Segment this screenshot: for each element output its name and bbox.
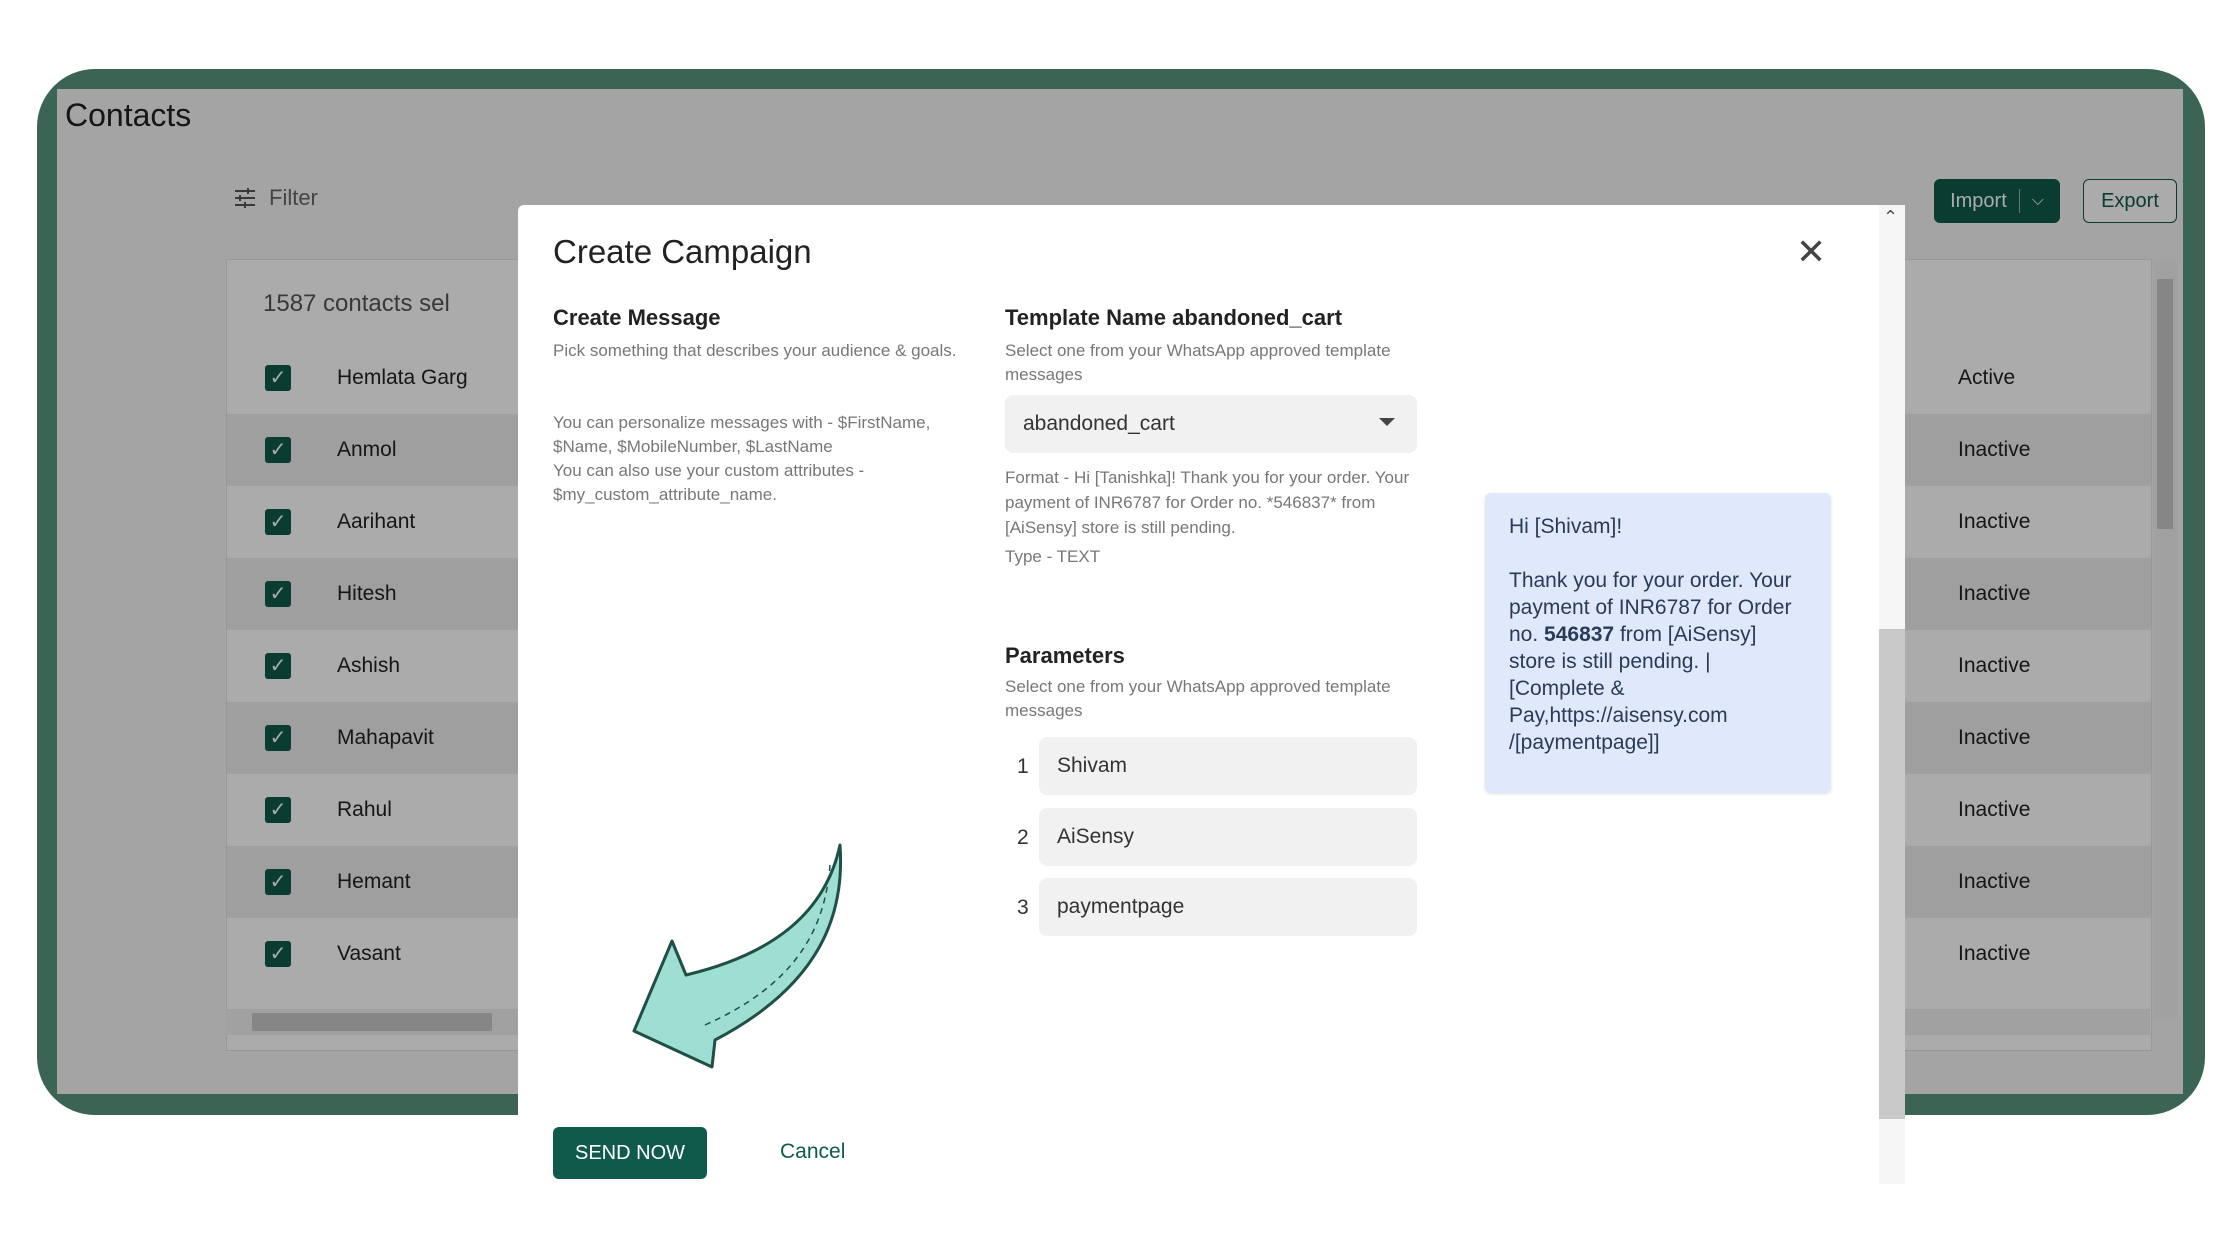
chevron-up-icon[interactable]: ⌃ [1883, 207, 1899, 227]
contact-status: Inactive [1958, 798, 2031, 821]
message-preview [1485, 493, 1831, 793]
create-message-description: Pick something that describes your audience & goals. [553, 341, 957, 360]
send-now-button[interactable]: SEND NOW [553, 1127, 707, 1179]
template-description: Select one from your WhatsApp approved template messages [1005, 341, 1391, 384]
modal-title: Create Campaign [553, 233, 812, 270]
parameter-index: 1 [1017, 755, 1029, 778]
parameter-value: Shivam [1057, 754, 1128, 777]
preview-body-end: from [AiSensy] store is still pending. | [Complete & Pay,https://aisensy.com /[paymentpage]] [1509, 623, 1757, 754]
contact-status: Inactive [1958, 654, 2031, 677]
parameter-input[interactable] [1039, 878, 1417, 936]
parameter-input[interactable] [1039, 737, 1417, 795]
scrollbar-thumb[interactable] [1879, 629, 1905, 1119]
row-checkbox[interactable]: ✓ [265, 797, 291, 823]
row-checkbox[interactable]: ✓ [265, 437, 291, 463]
contact-name: Mahapavit [337, 726, 434, 749]
contact-status: Inactive [1958, 510, 2031, 533]
selected-count: 1587 contacts sel [263, 290, 450, 317]
parameter-index: 3 [1017, 896, 1029, 919]
template-type: Type - TEXT [1005, 547, 1101, 566]
preview-greeting: Hi [Shivam]! [1509, 515, 1623, 538]
contact-name: Aarihant [337, 510, 416, 533]
parameter-index: 2 [1017, 826, 1029, 849]
contact-name: Ashish [337, 654, 401, 677]
contact-name: Rahul [337, 798, 392, 821]
row-checkbox[interactable]: ✓ [265, 941, 291, 967]
parameters-description: Select one from your WhatsApp approved template messages [1005, 677, 1391, 720]
row-checkbox[interactable]: ✓ [265, 725, 291, 751]
chevron-down-icon[interactable]: ⌵ [2031, 192, 2044, 209]
template-format: Format - Hi [Tanishka]! Thank you for your order. Your payment of INR6787 for Order no. *546837* from [AiSensy] store is still pending. [1005, 468, 1410, 537]
row-checkbox[interactable]: ✓ [265, 869, 291, 895]
parameter-value: AiSensy [1057, 825, 1135, 848]
row-checkbox[interactable]: ✓ [265, 509, 291, 535]
preview-body-start: Thank you for your order. Your payment of INR6787 for Order no. [1509, 569, 1792, 646]
contact-status: Inactive [1958, 942, 2031, 965]
contact-name: Hemlata Garg [337, 366, 468, 389]
template-select-value: abandoned_cart [1023, 412, 1175, 435]
cancel-button[interactable]: Cancel [780, 1140, 846, 1163]
parameter-value: paymentpage [1057, 895, 1185, 918]
preview-order-number: 546837 [1544, 623, 1615, 646]
page-title: Contacts [65, 97, 192, 133]
template-heading: Template Name abandoned_cart [1005, 305, 1343, 330]
contact-status: Active [1958, 366, 2016, 389]
contact-name: Hemant [337, 870, 411, 893]
preview-body [1509, 567, 1807, 756]
create-message-heading: Create Message [553, 305, 721, 330]
contact-status: Inactive [1958, 438, 2031, 461]
pointer-arrow-icon [620, 835, 860, 1080]
dropdown-arrow-icon [1379, 418, 1395, 426]
contact-status: Inactive [1958, 726, 2031, 749]
custom-attributes-hint: You can also use your custom attributes - $my_custom_attribute_name. [553, 461, 865, 504]
filter-label: Filter [269, 185, 318, 210]
modal-scrollbar[interactable] [1879, 205, 1905, 1184]
row-checkbox[interactable]: ✓ [265, 365, 291, 391]
export-button[interactable]: Export [2083, 179, 2177, 223]
contact-name: Anmol [337, 438, 397, 461]
contact-name: Hitesh [337, 582, 397, 605]
import-label: Import [1950, 189, 2007, 212]
app-screen [57, 89, 2183, 1164]
parameter-input[interactable] [1039, 808, 1417, 866]
close-icon[interactable]: ✕ [1796, 231, 1827, 272]
template-select[interactable] [1005, 395, 1417, 453]
row-checkbox[interactable]: ✓ [265, 581, 291, 607]
personalize-hint: You can personalize messages with - $FirstName, $Name, $MobileNumber, $LastName [553, 413, 931, 456]
contact-status: Inactive [1958, 870, 2031, 893]
row-checkbox[interactable]: ✓ [265, 653, 291, 679]
parameters-heading: Parameters [1005, 643, 1125, 668]
contact-status: Inactive [1958, 582, 2031, 605]
contact-name: Vasant [337, 942, 401, 965]
